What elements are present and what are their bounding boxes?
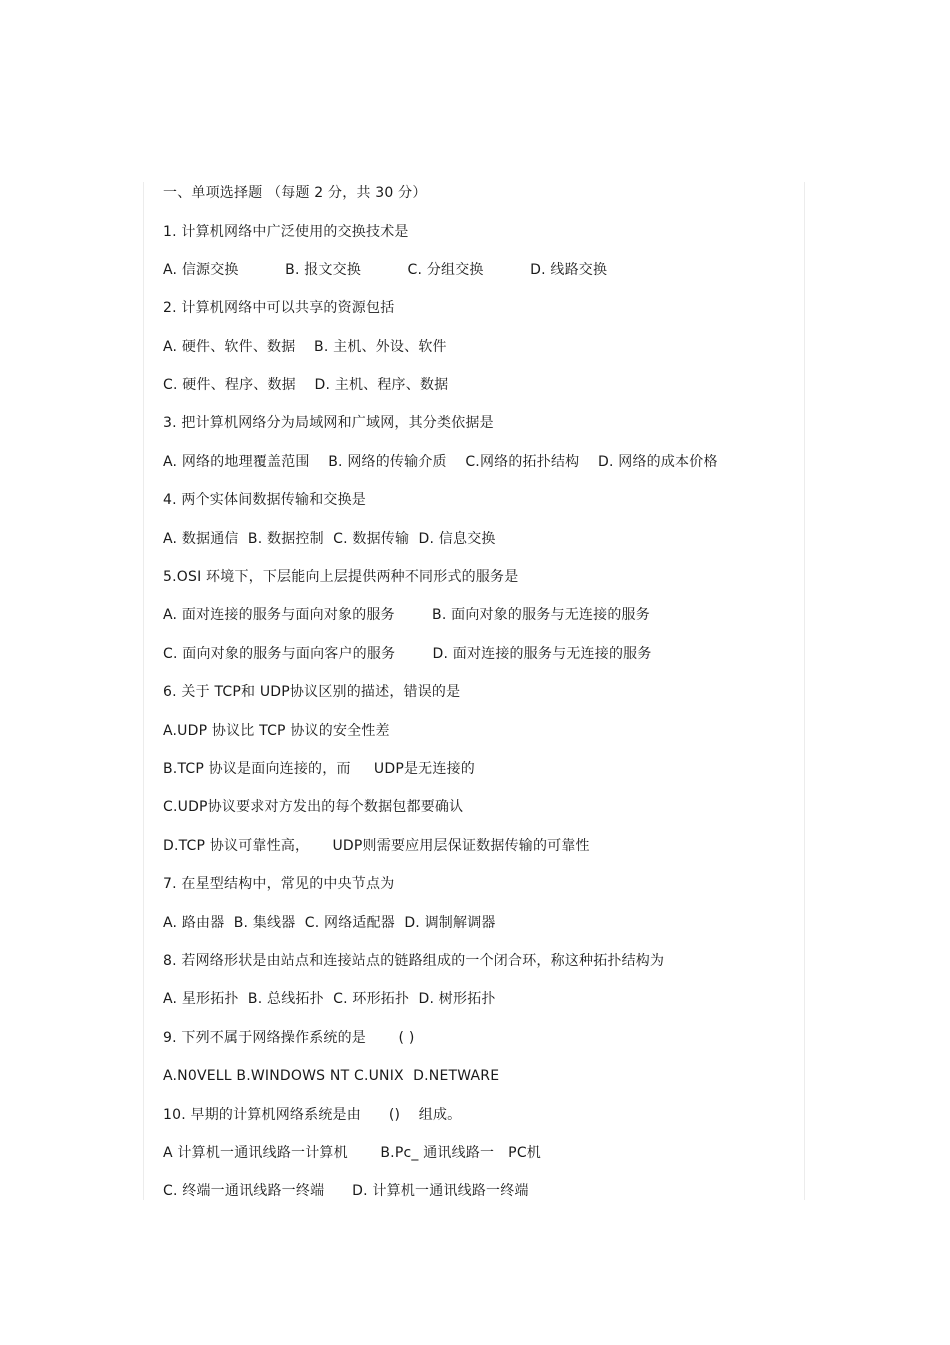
- question-10-options-ab: A 计算机一通讯线路一计算机 B.Pc_ 通讯线路一 PC机: [163, 1145, 541, 1161]
- question-2-options-cd: C. 硬件、程序、数据 D. 主机、程序、数据: [163, 377, 449, 393]
- question-5-options-ab: A. 面对连接的服务与面向对象的服务 B. 面向对象的服务与无连接的服务: [163, 607, 650, 623]
- question-1: 1. 计算机网络中广泛使用的交换技术是: [163, 224, 409, 240]
- section-heading: 一、单项选择题 （每题 2 分，共 30 分）: [163, 185, 427, 201]
- question-6-option-c: C.UDP协议要求对方发出的每个数据包都要确认: [163, 799, 464, 815]
- question-9-options: A.N0VELL B.WINDOWS NT C.UNIX D.NETWARE: [163, 1068, 500, 1084]
- question-7-options: A. 路由器 B. 集线器 C. 网络适配器 D. 调制解调器: [163, 915, 496, 931]
- question-2: 2. 计算机网络中可以共享的资源包括: [163, 300, 395, 316]
- question-6-option-b: B.TCP 协议是面向连接的，而 UDP是无连接的: [163, 761, 475, 777]
- question-5: 5.OSI 环境下，下层能向上层提供两种不同形式的服务是: [163, 569, 519, 585]
- question-6-option-a: A.UDP 协议比 TCP 协议的安全性差: [163, 723, 390, 739]
- question-6: 6. 关于 TCP和 UDP协议区别的描述，错误的是: [163, 684, 461, 700]
- question-1-options: A. 信源交换 B. 报文交换 C. 分组交换 D. 线路交换: [163, 262, 608, 278]
- question-7: 7. 在星型结构中，常见的中央节点为: [163, 876, 395, 892]
- question-4-options: A. 数据通信 B. 数据控制 C. 数据传输 D. 信息交换: [163, 531, 496, 547]
- question-2-options-ab: A. 硬件、软件、数据 B. 主机、外设、软件: [163, 339, 447, 355]
- question-8-options: A. 星形拓扑 B. 总线拓扑 C. 环形拓扑 D. 树形拓扑: [163, 991, 496, 1007]
- question-3-options: A. 网络的地理覆盖范围 B. 网络的传输介质 C.网络的拓扑结构 D. 网络的成本价格: [163, 454, 718, 470]
- question-8: 8. 若网络形状是由站点和连接站点的链路组成的一个闭合环，称这种拓扑结构为: [163, 953, 665, 969]
- question-10-options-cd: C. 终端一通讯线路一终端 D. 计算机一通讯线路一终端: [163, 1183, 529, 1199]
- question-9: 9. 下列不属于网络操作系统的是 ( ): [163, 1030, 415, 1046]
- question-3: 3. 把计算机网络分为局域网和广域网，其分类依据是: [163, 415, 494, 431]
- question-4: 4. 两个实体间数据传输和交换是: [163, 492, 367, 508]
- question-5-options-cd: C. 面向对象的服务与面向客户的服务 D. 面对连接的服务与无连接的服务: [163, 646, 652, 662]
- question-10: 10. 早期的计算机网络系统是由 () 组成。: [163, 1107, 462, 1123]
- question-6-option-d: D.TCP 协议可靠性高， UDP则需要应用层保证数据传输的可靠性: [163, 838, 590, 854]
